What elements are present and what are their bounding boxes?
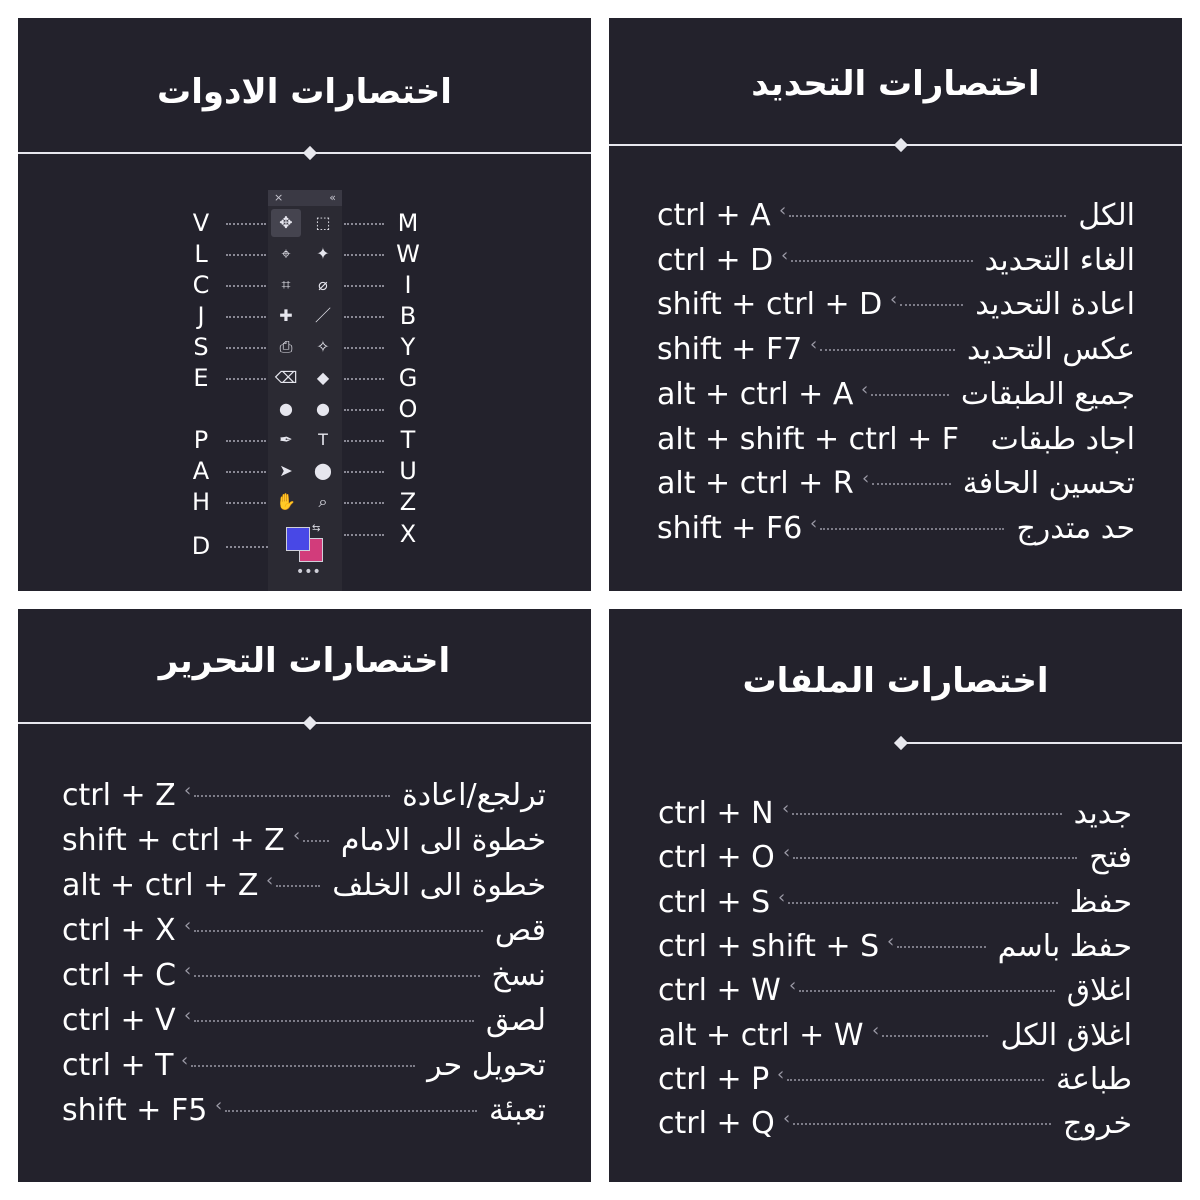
ellipse-shape-icon[interactable]: ⬤ — [314, 461, 332, 480]
tool-shortcut-letter: W — [396, 240, 420, 268]
shortcut-key: shift + ctrl + Z — [62, 823, 285, 858]
type-icon[interactable]: T — [318, 430, 328, 449]
shortcut-label: جميع الطبقات — [960, 376, 1135, 412]
shortcut-row — [62, 774, 546, 818]
shortcut-row — [62, 999, 546, 1043]
dotted-leader-arrow — [191, 1065, 415, 1067]
shortcut-row — [62, 1044, 546, 1088]
shortcut-row — [657, 194, 1135, 238]
dotted-arrow — [226, 546, 272, 548]
shortcut-label: تحسين الحافة — [962, 466, 1135, 502]
files-panel-title: اختصارات الملفات — [742, 661, 1049, 701]
pen-icon[interactable]: ✒ — [279, 430, 293, 449]
shortcut-row — [657, 373, 1135, 417]
history-brush-icon[interactable]: ✧ — [316, 337, 330, 356]
shortcut-key: shift + F5 — [62, 1093, 208, 1128]
shortcut-label: تعبئة — [488, 1093, 546, 1128]
shortcut-key: ctrl + N — [658, 796, 774, 831]
edit-shortcuts-panel — [18, 609, 591, 1182]
edit-panel-title: اختصارات التحرير — [158, 641, 451, 681]
shortcut-key: ctrl + Z — [62, 778, 176, 813]
shortcut-row — [657, 283, 1135, 327]
divider-diamond — [894, 736, 908, 750]
shortcut-key: ctrl + S — [658, 884, 771, 920]
shortcut-label: اجاد طبقات — [990, 421, 1135, 457]
dotted-leader-arrow — [194, 1020, 474, 1022]
dotted-leader-arrow — [793, 1123, 1051, 1125]
tool-shortcut-letter: C — [192, 271, 210, 299]
shortcut-label: الغاء التحديد — [984, 242, 1135, 278]
shortcut-label: خروج — [1063, 1106, 1132, 1142]
magic-wand-icon[interactable]: ✦ — [316, 244, 330, 263]
dotted-leader-arrow — [791, 260, 973, 262]
tool-shortcut-letter: O — [398, 395, 418, 423]
foreground-color-swatch[interactable] — [286, 527, 310, 551]
shortcut-label: اعادة التحديد — [975, 287, 1135, 323]
swap-colors-icon[interactable]: ⇆ — [312, 523, 321, 534]
shortcut-key: ctrl + shift + S — [658, 928, 880, 964]
dotted-arrow — [226, 316, 266, 318]
dotted-leader-arrow — [882, 1035, 988, 1037]
dotted-arrow — [344, 254, 384, 256]
tool-shortcut-letter: Z — [399, 488, 417, 516]
dotted-leader-arrow — [303, 840, 329, 842]
shortcut-row — [658, 1102, 1132, 1146]
shortcut-row — [658, 836, 1132, 880]
tool-shortcut-letter: U — [399, 457, 417, 485]
tool-shortcut-letter: H — [191, 488, 211, 516]
shortcut-row — [658, 969, 1132, 1013]
dotted-leader-arrow — [788, 902, 1058, 904]
crop-icon[interactable]: ⌗ — [281, 275, 291, 294]
shortcut-key: alt + shift + ctrl + F — [657, 421, 960, 457]
shortcut-key: ctrl + T — [62, 1048, 174, 1083]
divider-diamond — [303, 146, 317, 160]
dotted-leader-arrow — [194, 795, 390, 797]
shortcut-label: خطوة الى الامام — [340, 823, 546, 858]
shortcut-label: حفظ — [1069, 884, 1132, 920]
shortcut-row — [658, 881, 1132, 925]
shortcut-label: اغلاق الكل — [1000, 1017, 1132, 1053]
dotted-arrow — [344, 502, 384, 504]
blur-drop-icon[interactable]: ● — [279, 399, 293, 418]
shortcut-key: ctrl + D — [657, 242, 774, 278]
shortcut-label: جديد — [1073, 796, 1132, 831]
dotted-leader-arrow — [820, 528, 1004, 530]
shortcut-row — [62, 909, 546, 953]
tool-shortcut-letter: A — [192, 457, 210, 485]
shortcut-row — [658, 1014, 1132, 1058]
shortcut-label: خطوة الى الخلف — [332, 868, 546, 903]
shortcut-label: الكل — [1078, 198, 1135, 233]
marquee-icon[interactable]: ⬚ — [315, 213, 331, 232]
toolbar-close-icon[interactable]: × — [274, 191, 284, 204]
dotted-leader-arrow — [897, 946, 986, 948]
shortcut-label: حد متدرج — [1016, 510, 1135, 546]
divider-diamond — [894, 138, 908, 152]
shortcut-row — [62, 864, 546, 908]
shortcut-key: ctrl + A — [657, 198, 771, 233]
shortcut-key: ctrl + W — [658, 973, 781, 1009]
toolbar-header — [268, 190, 342, 206]
shortcut-label: فتح — [1089, 840, 1132, 876]
tool-shortcut-letter: T — [400, 426, 416, 454]
dotted-arrow — [226, 223, 266, 225]
paint-bucket-icon[interactable]: ◆ — [316, 368, 330, 387]
tool-shortcut-letter: P — [193, 426, 209, 454]
dotted-leader-arrow — [194, 930, 483, 932]
tool-shortcut-letter: V — [192, 209, 210, 237]
dotted-leader-arrow — [872, 483, 951, 485]
move-icon[interactable]: ✥ — [271, 209, 301, 237]
eyedropper-icon[interactable]: ⌀ — [318, 275, 328, 294]
shortcut-label: تحويل حر — [427, 1048, 546, 1083]
shortcut-label: قص — [494, 913, 546, 948]
tool-shortcut-letter: X — [399, 520, 417, 548]
shortcut-key: alt + ctrl + W — [658, 1017, 864, 1053]
tool-shortcut-letter: M — [397, 209, 419, 237]
zoom-icon[interactable]: ⌕ — [318, 492, 328, 511]
direct-selection-icon[interactable]: ➤ — [279, 461, 293, 480]
dotted-leader-arrow — [225, 1110, 477, 1112]
shortcut-key: ctrl + C — [62, 958, 177, 993]
dotted-leader-arrow — [820, 349, 955, 351]
tool-shortcut-letter: G — [398, 364, 418, 392]
dotted-leader-arrow — [792, 813, 1062, 815]
shortcut-label: ترلجع/اعادة — [402, 778, 546, 813]
tool-shortcut-letter: E — [193, 364, 209, 392]
toolbar-collapse-icon[interactable]: « — [329, 191, 336, 204]
more-tools-icon[interactable]: ••• — [296, 564, 321, 580]
tool-shortcut-letter: S — [193, 333, 209, 361]
brush-icon[interactable]: ／ — [314, 306, 331, 325]
shortcut-key: ctrl + O — [658, 840, 775, 876]
dotted-arrow — [226, 285, 266, 287]
shortcut-label: عكس التحديد — [967, 332, 1135, 368]
shortcut-label: حفظ باسم — [997, 928, 1132, 964]
tools-panel-title: اختصارات الادوات — [157, 72, 452, 112]
dotted-arrow — [226, 347, 266, 349]
shortcut-label: طباعة — [1055, 1061, 1132, 1097]
dotted-arrow — [344, 285, 384, 287]
tool-shortcut-letter: B — [399, 302, 417, 330]
dotted-leader-arrow — [799, 990, 1055, 992]
shortcut-label: نسخ — [491, 958, 546, 993]
tool-shortcut-letter: D — [191, 532, 211, 560]
dotted-arrow — [226, 502, 266, 504]
shortcut-key: shift + ctrl + D — [657, 287, 883, 323]
shortcut-row — [62, 954, 546, 998]
tool-shortcut-letter: J — [197, 302, 205, 330]
dotted-arrow — [226, 254, 266, 256]
shortcut-key: ctrl + V — [62, 1003, 176, 1038]
dotted-arrow — [344, 409, 384, 411]
eraser-icon[interactable]: ⌫ — [274, 368, 298, 387]
shortcut-row — [62, 1089, 546, 1133]
dotted-arrow — [344, 471, 384, 473]
dotted-arrow — [344, 378, 384, 380]
dotted-arrow — [226, 471, 266, 473]
lasso-icon[interactable]: ⌖ — [281, 244, 291, 263]
clone-stamp-icon[interactable]: ⎙ — [279, 337, 293, 356]
dotted-leader-arrow — [871, 394, 949, 396]
shortcut-key: ctrl + X — [62, 913, 176, 948]
shortcut-row — [657, 418, 1135, 462]
shortcut-key: shift + F6 — [657, 510, 803, 546]
shortcut-row — [658, 925, 1132, 969]
tool-shortcut-letter: Y — [400, 333, 416, 361]
dotted-leader-arrow — [276, 885, 320, 887]
shortcut-row — [657, 239, 1135, 283]
shortcut-label: اغلاق — [1066, 973, 1132, 1009]
healing-brush-icon[interactable]: ✚ — [279, 306, 293, 325]
divider-diamond — [303, 716, 317, 730]
dotted-arrow — [344, 440, 384, 442]
dotted-leader-arrow — [194, 975, 480, 977]
shortcut-row — [658, 1058, 1132, 1102]
shortcut-row — [657, 462, 1135, 506]
dotted-arrow — [344, 316, 384, 318]
tools-shortcuts-panel — [18, 18, 591, 591]
files-shortcuts-panel — [609, 609, 1182, 1182]
dotted-arrow — [344, 223, 384, 225]
dotted-leader-arrow — [900, 304, 963, 306]
shortcut-label: لصق — [485, 1003, 546, 1038]
dotted-leader-arrow — [793, 857, 1077, 859]
files-title-divider — [901, 742, 1182, 744]
dodge-icon[interactable]: ● — [316, 399, 330, 418]
shortcut-row — [62, 819, 546, 863]
hand-icon[interactable]: ✋ — [276, 492, 296, 511]
shortcut-row — [657, 507, 1135, 551]
shortcut-key: ctrl + Q — [658, 1106, 775, 1142]
shortcut-key: alt + ctrl + R — [657, 466, 854, 502]
selection-shortcuts-panel — [609, 18, 1182, 591]
shortcut-row — [657, 328, 1135, 372]
selection-panel-title: اختصارات التحديد — [751, 64, 1040, 104]
shortcut-row — [658, 792, 1132, 836]
dotted-leader-arrow — [789, 215, 1066, 217]
dotted-arrow — [226, 440, 266, 442]
dotted-arrow — [226, 378, 266, 380]
shortcut-key: ctrl + P — [658, 1061, 770, 1097]
shortcut-key: shift + F7 — [657, 332, 803, 368]
tool-shortcut-letter: I — [404, 271, 412, 299]
dotted-arrow — [344, 347, 384, 349]
dotted-leader-arrow — [787, 1079, 1044, 1081]
dotted-arrow — [344, 534, 384, 536]
shortcut-key: alt + ctrl + A — [657, 376, 854, 412]
shortcut-key: alt + ctrl + Z — [62, 868, 259, 903]
tool-shortcut-letter: L — [194, 240, 208, 268]
